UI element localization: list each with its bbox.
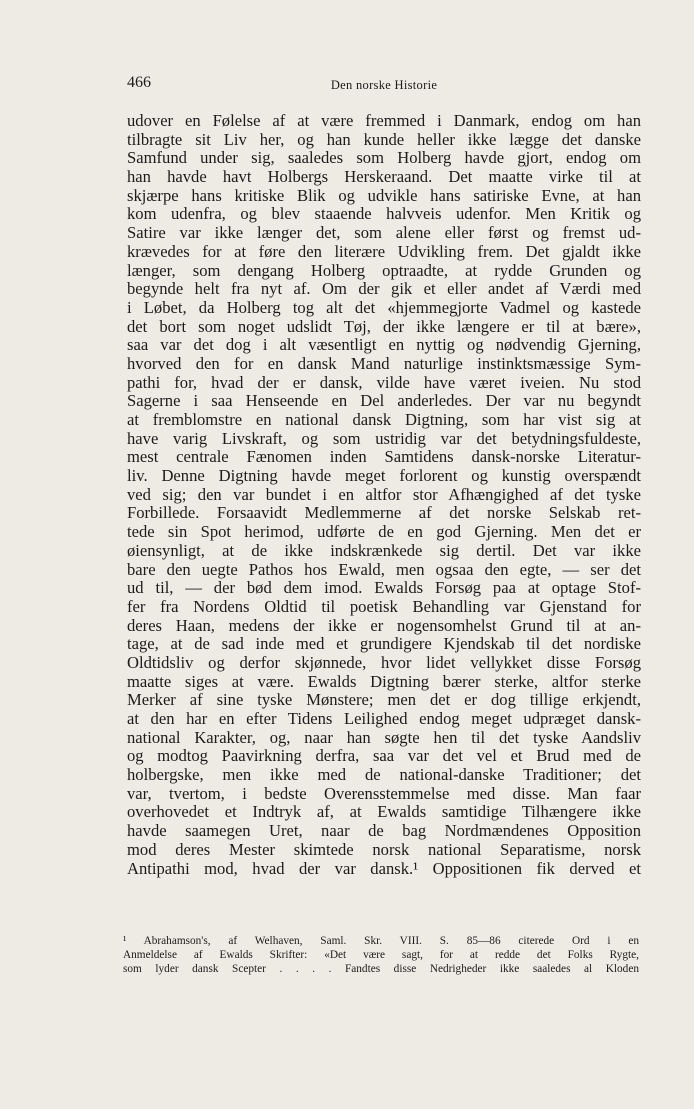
running-title: Den norske Historie <box>330 78 438 92</box>
body-line: Oldtidsliv og derfor skjønnede, hvor lidet vellykket disse Forsøg <box>127 653 641 672</box>
body-line: ved sig; den var bundet i en altfor stor Afhængighed af det tyske <box>127 485 641 504</box>
body-line: liv. Denne Digtning havde meget forlorent og kunstig overspændt <box>127 467 641 486</box>
body-line: i Løbet, da Holberg tog alt det «hjemmegjorte Vadmel og kastede <box>127 298 641 317</box>
body-line: var, tvertom, i bedste Overensstemmelse med disse. Man faar <box>127 784 641 803</box>
body-line: havde saamegen Uret, naar de bag Nordmændenes Opposition <box>127 822 641 841</box>
body-line: Antipathi mod, hvad der var dansk.¹ Oppositionen fik derved et <box>127 859 641 878</box>
page-header <box>127 74 641 96</box>
body-line: tede sin Spot herimod, udførte de en god Gjerning. Men det er <box>127 523 641 542</box>
body-line: pathi for, hvad der er dansk, vilde have været iveien. Nu stod <box>127 373 641 392</box>
body-line: krævedes for at føre den literære Udvikling frem. Det gjaldt ikke <box>127 242 641 261</box>
body-line: national Karakter, og, naar han søgte hen til det tyske Aandsliv <box>127 728 641 747</box>
body-line: ud til, — der bød dem imod. Ewalds Forsøg paa at optage Stof- <box>127 579 641 598</box>
body-text <box>127 112 641 878</box>
body-line: have varig Livskraft, og som ustridig var det betydningsfuldeste, <box>127 429 641 448</box>
footnotes <box>123 934 639 976</box>
body-line: deres Haan, medens der ikke er nogensomhelst Grund til at an- <box>127 616 641 635</box>
body-line: Samfund under sig, saaledes som Holberg havde gjort, endog om <box>127 149 641 168</box>
body-line: tage, at de sad inde med et grundigere Kjendskab til det nordiske <box>127 635 641 654</box>
footnote-line: som lyder dansk Scepter . . . . Fandtes disse Nedrigheder ikke saaledes al Kloden <box>123 963 639 975</box>
body-line: fer fra Nordens Oldtid til poetisk Behandling var Gjenstand for <box>127 597 641 616</box>
body-line: Merker af sine tyske Mønstere; men det er dog tillige erkjendt, <box>127 691 641 710</box>
footnote-line: Anmeldelse af Ewalds Skrifter: «Det være sagt, for at redde det Folks Rygte, <box>123 949 639 961</box>
body-line: udover en Følelse af at være fremmed i Danmark, endog om han <box>127 112 641 130</box>
body-line: kom udenfra, og blev staaende halvveis udenfor. Men Kritik og <box>127 205 641 224</box>
body-line: Forbillede. Forsaavidt Medlemmerne af det norske Selskab ret- <box>127 504 641 523</box>
body-line: hvorved den for en dansk Mand naturlige instinktsmæssige Sym- <box>127 354 641 373</box>
body-line: tilbragte sit Liv her, og han kunde heller ikke lægge det danske <box>127 130 641 149</box>
body-line: holbergske, men ikke med de national-danske Traditioner; det <box>127 766 641 785</box>
body-line: overhovedet et Indtryk af, at Ewalds samtidige Tilhængere ikke <box>127 803 641 822</box>
page-number: 466 <box>127 74 151 91</box>
body-line: at den har en efter Tidens Leilighed endog meget udpræget dansk- <box>127 710 641 728</box>
body-line: længer, som dengang Holberg optraadte, at rydde Grunden og <box>127 261 641 280</box>
body-line: skjærpe hans kritiske Blik og udvikle hans satiriske Evne, at han <box>127 186 641 205</box>
body-line: og modtog Paavirkning derfra, saa var det vel et Brud med de <box>127 747 641 766</box>
body-line: begynde helt fra nyt af. Om der gik et eller andet af Værdi med <box>127 280 641 299</box>
body-line: det bort som noget udslidt Tøj, der ikke længere er til at bære», <box>127 317 641 336</box>
footnote-line: ¹ Abrahamson's, af Welhaven, Saml. Skr. VIII. S. 85—86 citerede Ord i en <box>123 935 639 947</box>
body-line: bare den uegte Pathos hos Ewald, men ogsaa den egte, — ser det <box>127 560 641 579</box>
body-line: saa var det dog i alt væsentligt en nyttig og nødvendig Gjerning, <box>127 336 641 355</box>
body-line: Sagerne i saa Henseende en Del anderledes. Der var nu begyndt <box>127 392 641 411</box>
body-line: han havde havt Holbergs Herskeraand. Det maatte virke til at <box>127 168 641 187</box>
body-line: øiensynligt, at de ikke indskrænkede sig dertil. Det var ikke <box>127 541 641 560</box>
body-line: mod deres Mester skimtede norsk national Separatisme, norsk <box>127 840 641 859</box>
body-line: at fremblomstre en national dansk Digtning, som har vist sig at <box>127 411 641 429</box>
body-line: maatte siges at være. Ewalds Digtning bærer sterke, altfor sterke <box>127 672 641 691</box>
body-line: mest centrale Fænomen inden Samtidens dansk-norske Literatur- <box>127 448 641 467</box>
body-line: Satire var ikke længer det, som alene eller først og fremst ud- <box>127 224 641 243</box>
